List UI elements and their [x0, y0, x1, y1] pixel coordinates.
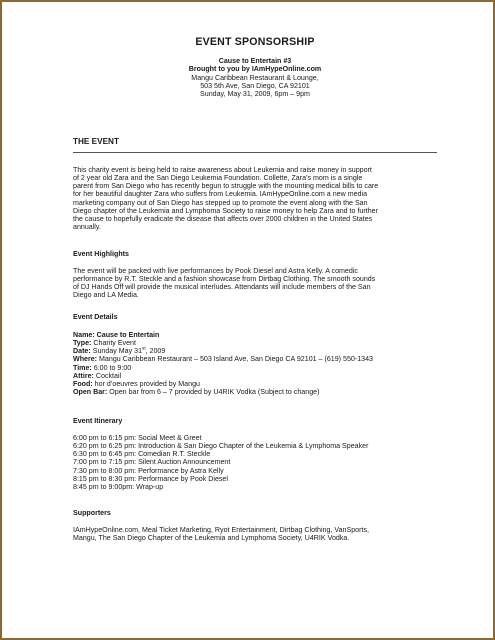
section-divider — [73, 152, 437, 153]
detail-date-year: , 2009 — [145, 347, 166, 356]
detail-open-bar-value: Open bar from 6 – 7 provided by U4RIK Vodka (Subject to change) — [107, 388, 320, 397]
header-venue: Mangu Caribbean Restaurant & Lounge, — [191, 73, 319, 82]
detail-name: Name: Cause to Entertain — [73, 331, 160, 339]
heading-event-itinerary: Event Itinerary — [73, 417, 123, 425]
detail-food-label: Food: — [73, 379, 93, 388]
event-header — [73, 57, 437, 98]
itinerary-item: 6:20 pm to 6:25 pm: Introduction & San Diego Chapter of the Leukemia & Lymphoma Speaker — [73, 442, 369, 451]
paragraph-line: IAmHypeOnline.com, Meal Ticket Marketing, Ryot Entertainment, Dirtbag Clothing, VanSports, — [73, 526, 369, 534]
detail-time-value: 6:00 to 9:00 — [91, 363, 132, 372]
paragraph-line: performance by R.T. Steckle and a fashion showcase from Dirtbag Clothing. The smooth sounds — [73, 275, 376, 284]
itinerary-item: 6:30 pm to 6:45 pm: Comedian R.T. Steckle — [73, 450, 211, 459]
paragraph-line: for her beautiful daughter Zara who suffers from Leukemia. IAmHypeOnline.com a new media — [73, 190, 368, 199]
heading-event-highlights: Event Highlights — [73, 250, 129, 258]
detail-where — [73, 355, 437, 363]
detail-time-label: Time: — [73, 363, 92, 372]
detail-where-label: Where: — [73, 355, 98, 364]
paragraph-line: The event will be packed with live performances by Pook Diesel and Astra Kelly. A comedic — [73, 267, 358, 275]
paragraph-line: of DJ Hands Off will provide the musical interludes. Attendants will include members of the San — [73, 283, 371, 292]
document-title: EVENT SPONSORSHIP — [195, 36, 315, 48]
detail-attire-value: Cocktail — [93, 371, 122, 380]
detail-attire-label: Attire: — [73, 371, 94, 380]
heading-event-details: Event Details — [73, 313, 118, 321]
detail-time — [73, 364, 437, 372]
itinerary-item: 7:30 pm to 8:00 pm: Performance by Astra Kelly — [73, 466, 224, 475]
paragraph-line: Mangu, The San Diego Chapter of the Leukemia and Lymphoma Society, U4RIK Vodka. — [73, 534, 350, 543]
paragraph-line: the cause to hopefully eradicate the disease that affects over 2000 children in the United States — [73, 214, 373, 223]
section-title-the-event: THE EVENT — [73, 137, 119, 146]
detail-date-label: Date: — [73, 347, 91, 356]
paragraph-line: annually. — [73, 223, 101, 232]
paragraph-line: parent from San Diego who has recently begun to struggle with the mounting medical bills to care — [73, 182, 379, 191]
itinerary-list — [73, 434, 437, 491]
detail-open-bar-label: Open Bar: — [73, 388, 108, 397]
itinerary-item: 8:15 pm to 8:30 pm: Performance by Pook Diesel — [73, 474, 228, 483]
detail-date-value: Sunday May 31 — [90, 347, 143, 356]
detail-date-suffix: st — [142, 345, 146, 351]
detail-open-bar — [73, 388, 437, 396]
paragraph-line: This charity event is being held to raise awareness about Leukemia and raise money in support — [73, 166, 372, 174]
detail-attire — [73, 372, 437, 380]
detail-where-value: Mangu Caribbean Restaurant – 503 Island Ave, San Diego CA 92101 – (619) 550-1343 — [97, 355, 373, 364]
paragraph-line: Diego and LA Media. — [73, 291, 139, 300]
detail-type-value: Charity Event — [91, 339, 136, 348]
event-details-list — [73, 331, 437, 396]
paragraph-line: marketing company out of San Diego has stepped up to promote the event along with the San — [73, 198, 368, 207]
detail-type-label: Type: — [73, 339, 92, 348]
detail-date — [73, 347, 437, 355]
header-datetime: Sunday, May 31, 2009, 6pm – 9pm — [200, 90, 310, 99]
detail-food-value: hor d’oeuvres provided by Mangu — [92, 379, 200, 388]
paragraph-line: of 2 year old Zara and the San Diego Leukemia Foundation. Collette, Zara’s mom is a single — [73, 174, 363, 183]
header-event-name: Cause to Entertain #3 — [218, 57, 292, 65]
event-intro-paragraph — [73, 166, 437, 231]
supporters-paragraph — [73, 526, 437, 542]
header-address: 503 5th Ave, San Diego, CA 92101 — [200, 81, 310, 90]
paragraph-line: Diego chapter of the Leukemia and Lymphoma Society to raise money to help Zara and to further — [73, 206, 378, 215]
itinerary-item: 8:45 pm to 9:00pm: Wrap-up — [73, 482, 164, 491]
itinerary-item: 6:00 pm to 6:15 pm: Social Meet & Greet — [73, 434, 202, 442]
header-presenter: Brought to you by IAmHypeOnline.com — [188, 65, 322, 74]
highlights-paragraph — [73, 267, 437, 300]
itinerary-item: 7:00 pm to 7:15 pm: Silent Auction Announcement — [73, 458, 231, 467]
heading-supporters: Supporters — [73, 509, 111, 517]
detail-food — [73, 380, 437, 388]
